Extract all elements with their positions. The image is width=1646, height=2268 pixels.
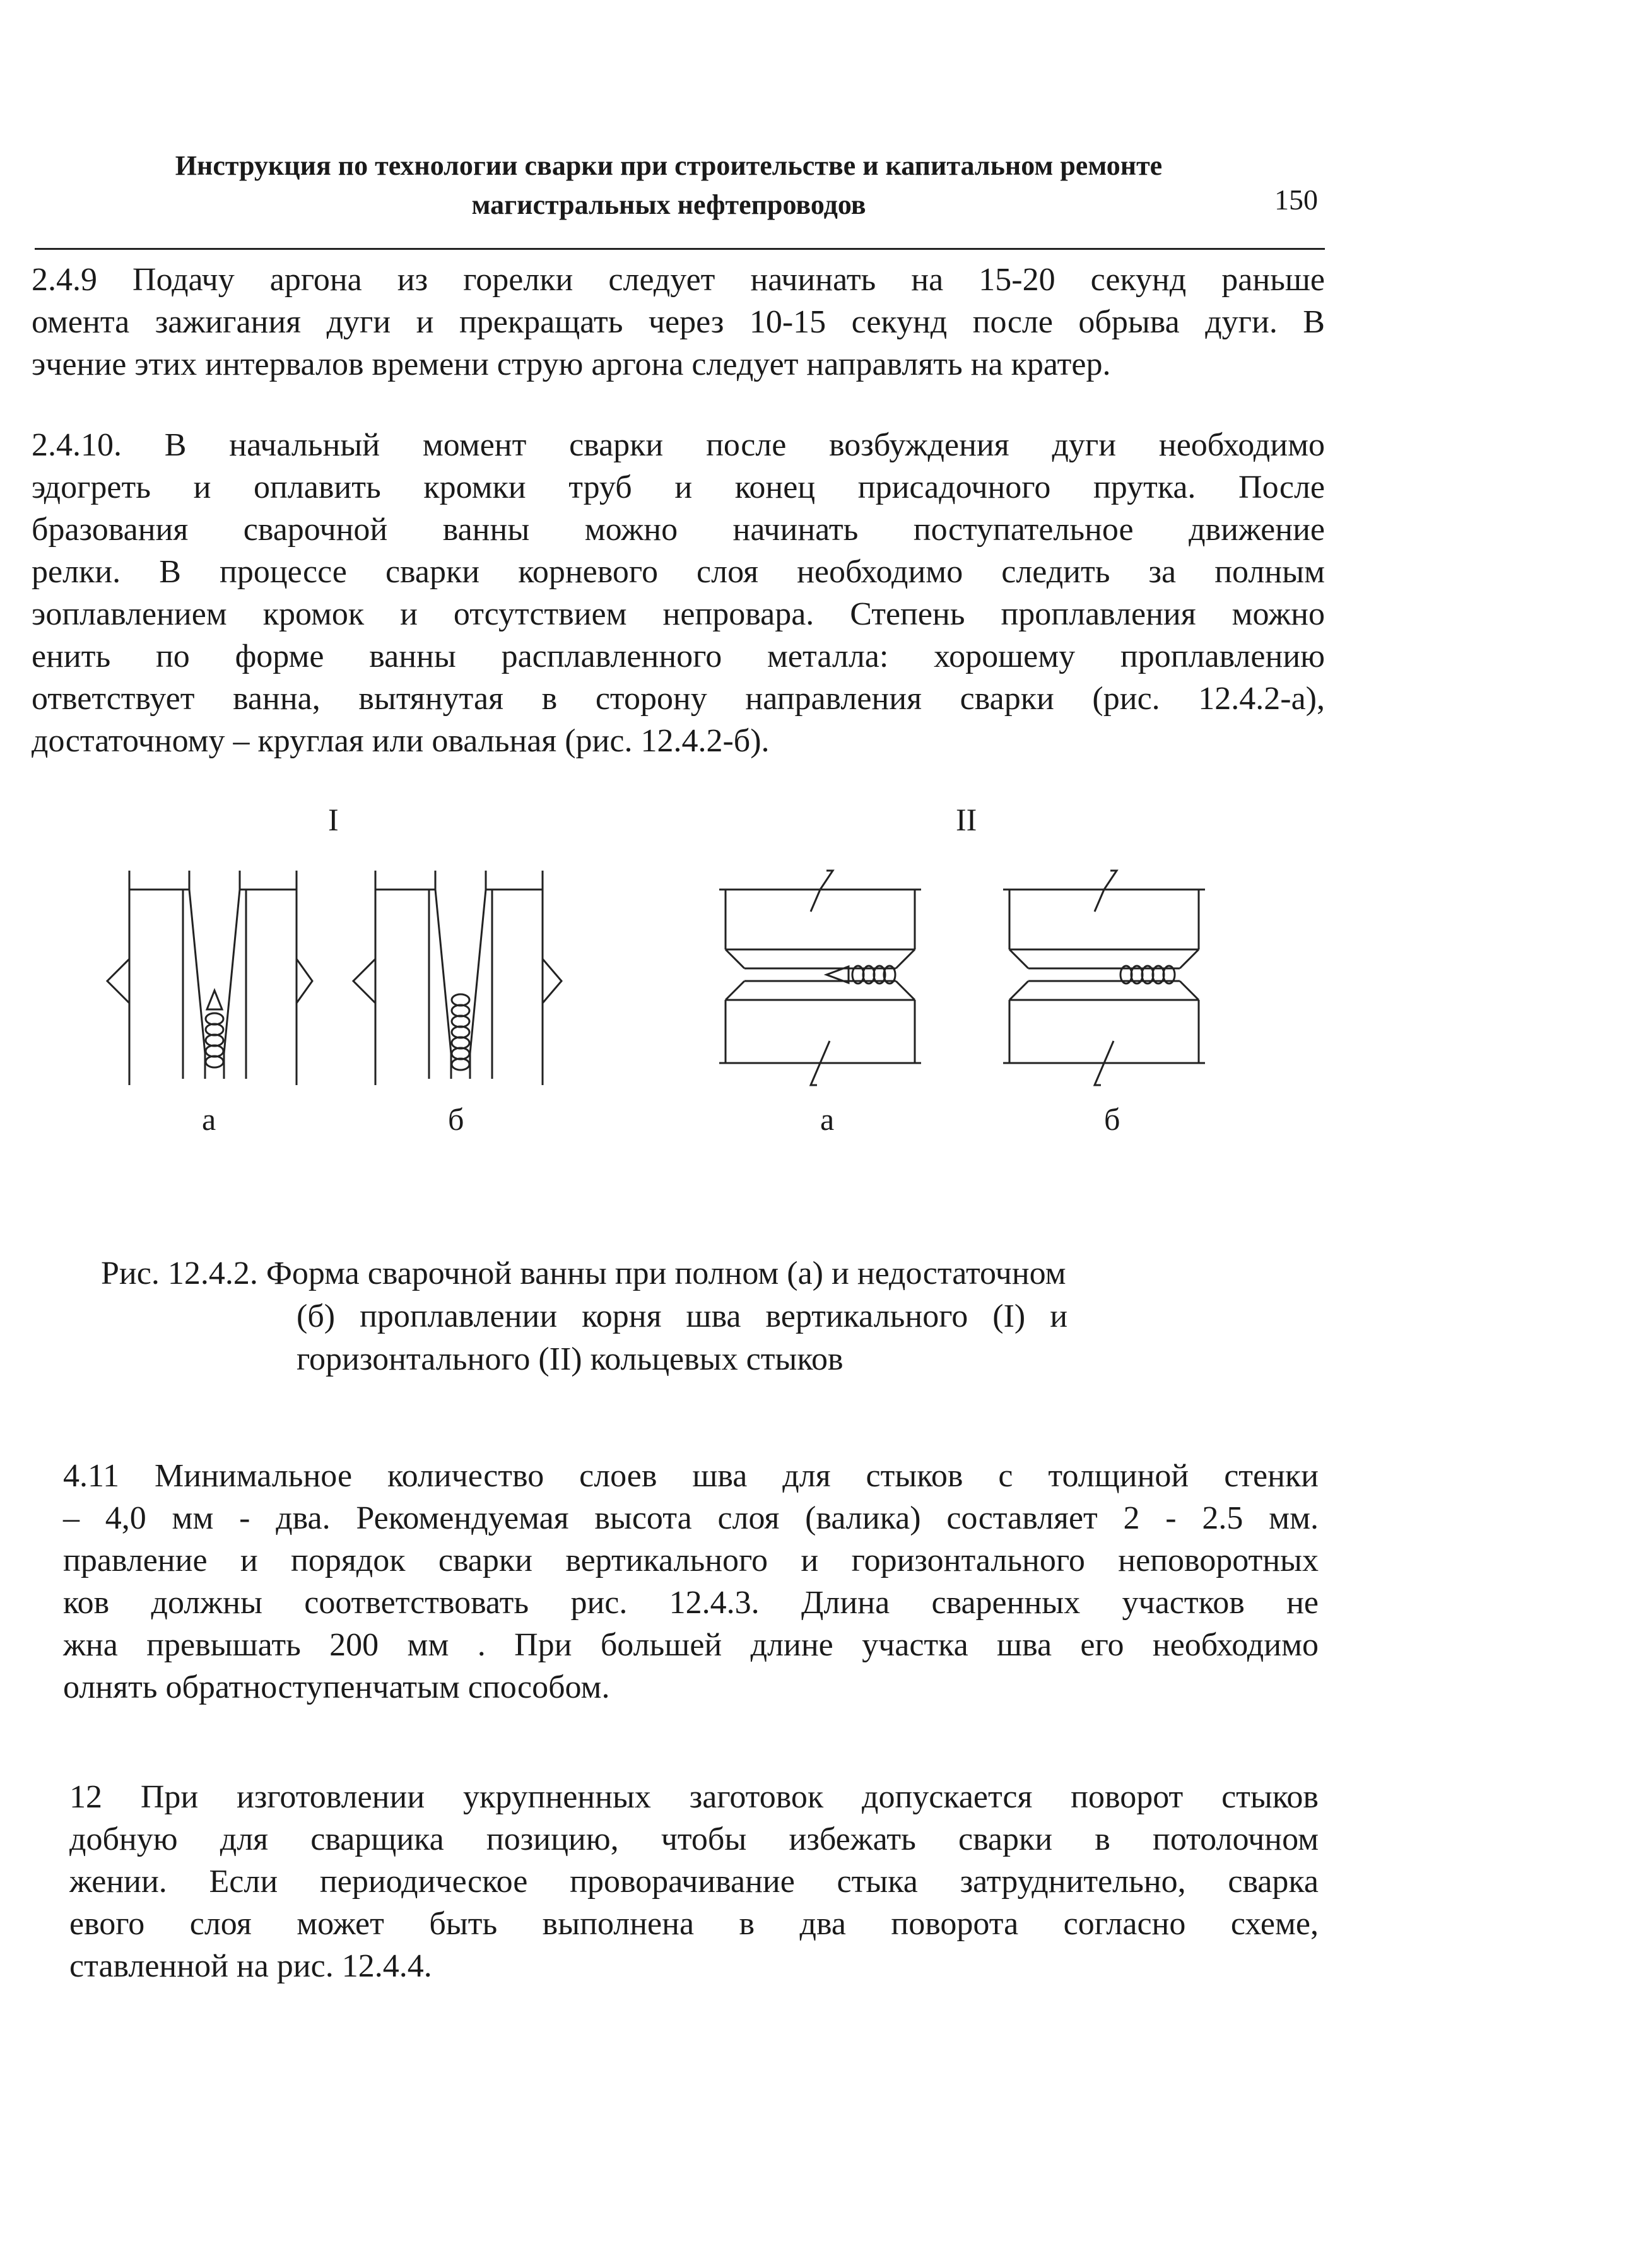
sublabel-vertical-b: б <box>448 1102 464 1137</box>
caption-line: Рис. 12.4.2. Форма сварочной ванны при полном (а) и недостаточном <box>101 1255 1066 1291</box>
sublabel-horizontal-a: а <box>820 1102 835 1137</box>
figure-12-4-2 <box>95 801 1262 1155</box>
text-line: енить по форме ванны расплавленного металла: хорошему проплавлению <box>32 638 1325 674</box>
text-line: ответствует ванна, вытянутая в сторону направления сварки (рис. 12.4.2-а), <box>32 681 1325 717</box>
text-line: правление и порядок сварки вертикального и горизонтального неповоротных <box>63 1542 1319 1578</box>
group-label-horizontal: II <box>956 802 977 837</box>
sublabel-horizontal-b: б <box>1104 1102 1120 1137</box>
header-title-line2: магистральных нефтепроводов <box>471 189 866 220</box>
text-line: жна превышать 200 мм . При большей длине участка шва его необходимо <box>63 1627 1319 1663</box>
text-line: ков должны соответствовать рис. 12.4.3. Длина сваренных участков не <box>63 1585 1319 1621</box>
text-line: бразования сварочной ванны можно начинать поступательное движение <box>32 512 1325 548</box>
text-line: олнять обратноступенчатым способом. <box>63 1669 610 1705</box>
text-line: эдогреть и оплавить кромки труб и конец присадочного прутка. После <box>32 469 1325 505</box>
group-label-vertical: I <box>328 802 339 837</box>
vertical-joint-b <box>353 871 561 1085</box>
header-title-line1: Инструкция по технологии сварки при строительстве и капитальном ремонте <box>175 150 1163 181</box>
document-header <box>69 146 1268 225</box>
text-line: 4.11 Минимальное количество слоев шва для стыков с толщиной стенки <box>63 1458 1319 1494</box>
text-line: добную для сварщика позицию, чтобы избежать сварки в потолочном <box>69 1821 1319 1857</box>
vertical-joint-a <box>107 871 312 1085</box>
text-line: достаточному – круглая или овальная (рис. 12.4.2-б). <box>32 723 770 759</box>
paragraph-2-4-9 <box>32 259 1325 385</box>
text-line: релки. В процессе сварки корневого слоя необходимо следить за полным <box>32 554 1325 590</box>
text-line: 2.4.10. В начальный момент сварки после возбуждения дуги необходимо <box>32 427 1325 463</box>
text-line: омента зажигания дуги и прекращать через 10-15 секунд после обрыва дуги. В <box>32 304 1325 340</box>
text-line: эоплавлением кромок и отсутствием непровара. Степень проплавления можно <box>32 596 1325 632</box>
text-line: жении. Если периодическое проворачивание стыка затруднительно, сварка <box>69 1864 1319 1900</box>
text-line: – 4,0 мм - два. Рекомендуемая высота слоя (валика) составляет 2 - 2.5 мм. <box>63 1500 1319 1536</box>
paragraph-2-4-12 <box>69 1776 1319 1987</box>
page-number: 150 <box>1274 184 1318 216</box>
caption-line: (б) проплавлении корня шва вертикального (I) и <box>297 1298 1068 1334</box>
text-line: эчение этих интервалов времени струю аргона следует направлять на кратер. <box>32 346 1111 382</box>
paragraph-2-4-11 <box>63 1455 1319 1708</box>
sublabel-vertical-a: а <box>202 1102 216 1137</box>
caption-line: горизонтального (II) кольцевых стыков <box>297 1341 844 1377</box>
text-line: 12 При изготовлении укрупненных заготовок допускается поворот стыков <box>69 1779 1319 1815</box>
text-line: 2.4.9 Подачу аргона из горелки следует начинать на 15-20 секунд раньше <box>32 262 1325 298</box>
horizontal-joint-b <box>1003 871 1205 1085</box>
paragraph-2-4-10 <box>32 424 1325 762</box>
header-divider <box>35 248 1325 250</box>
text-line: евого слоя может быть выполнена в два поворота согласно схеме, <box>69 1906 1319 1942</box>
weld-pool-diagram <box>95 801 1262 1155</box>
horizontal-joint-a <box>719 871 921 1085</box>
text-line: ставленной на рис. 12.4.4. <box>69 1948 432 1984</box>
figure-caption <box>101 1252 1211 1381</box>
